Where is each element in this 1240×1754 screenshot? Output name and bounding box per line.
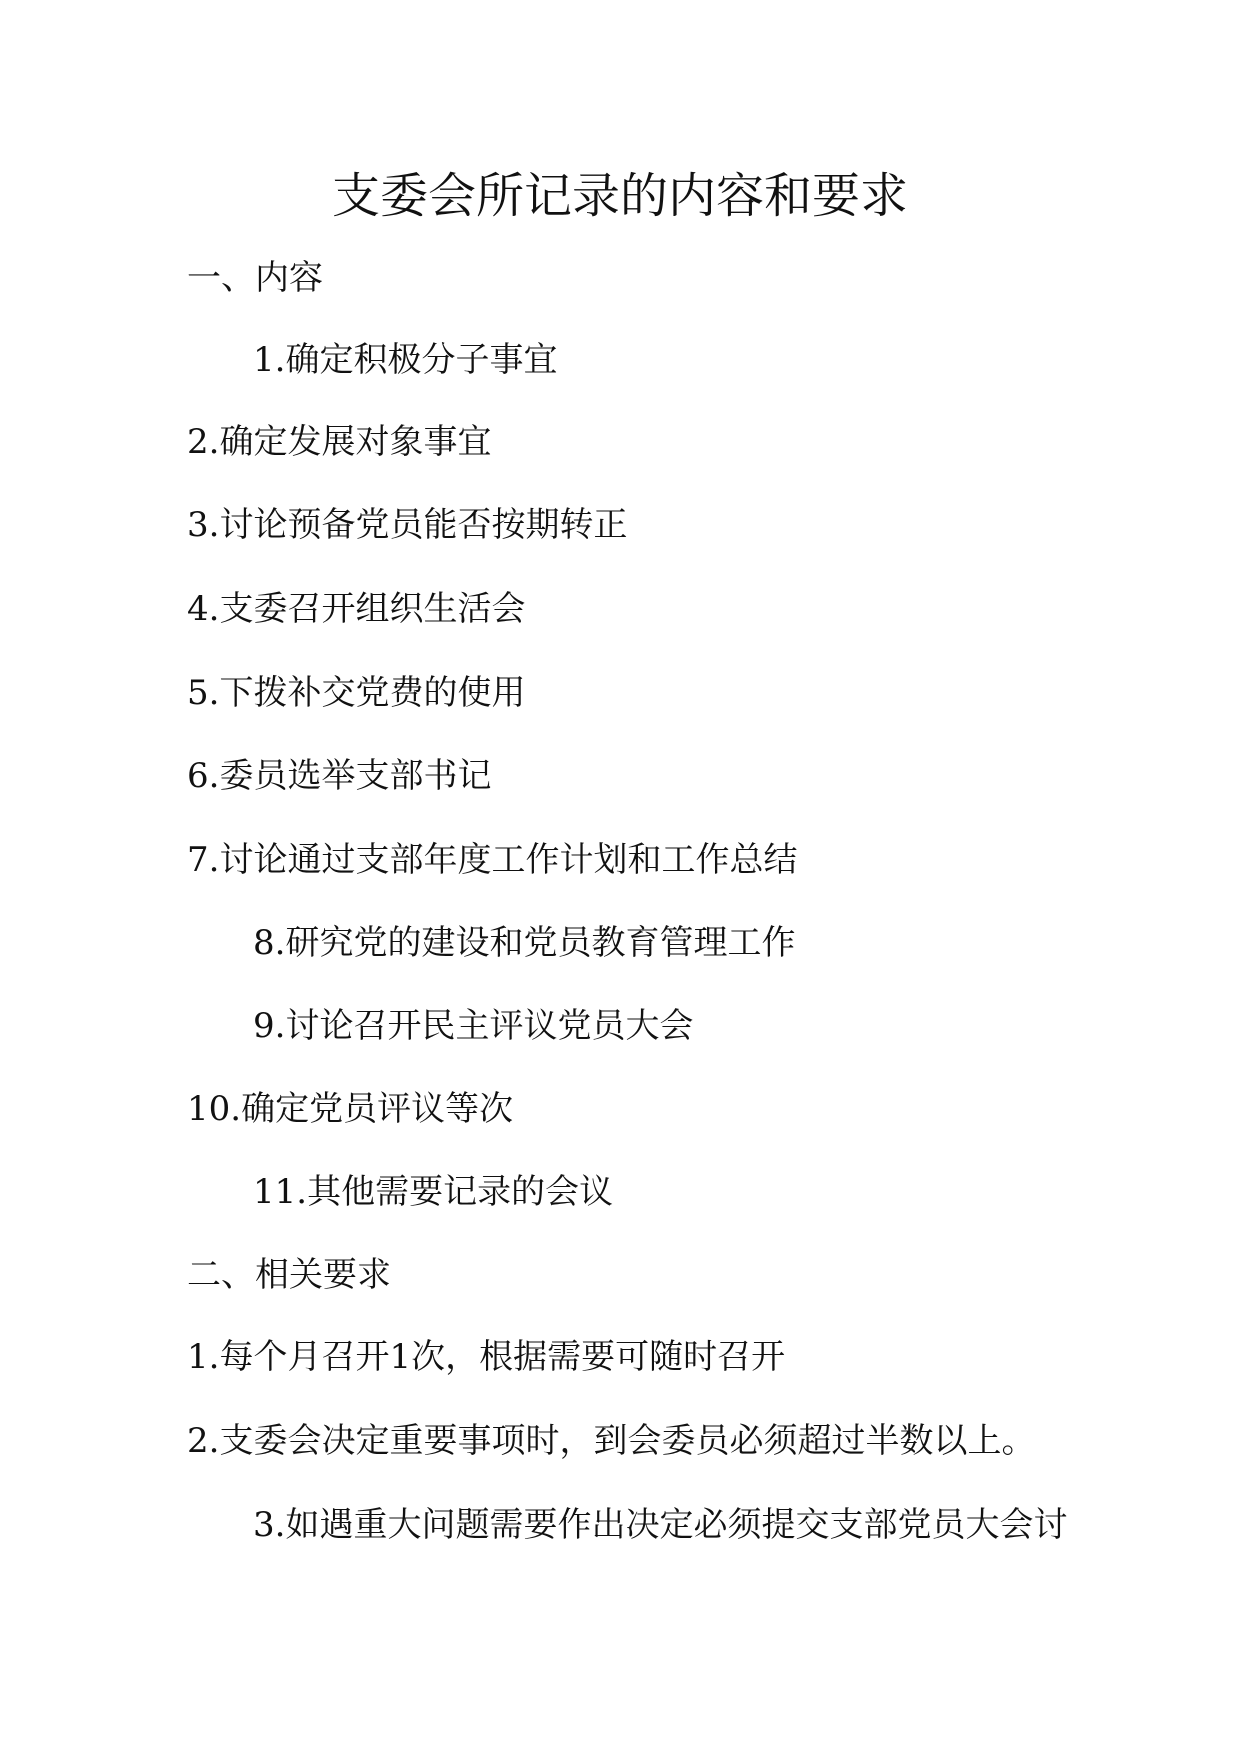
content-item-7: 7.讨论通过支部年度工作计划和工作总结: [187, 840, 798, 880]
section-heading-requirements: 二、相关要求: [187, 1255, 391, 1295]
content-item-5: 5.下拨补交党费的使用: [187, 673, 526, 713]
content-item-3: 3.讨论预备党员能否按期转正: [187, 505, 628, 545]
content-item-8: 8.研究党的建设和党员教育管理工作: [253, 923, 796, 963]
requirement-item-3: 3.如遇重大问题需要作出决定必须提交支部党员大会讨: [253, 1505, 1068, 1545]
content-item-4: 4.支委召开组织生活会: [187, 589, 526, 629]
requirement-item-1: 1.每个月召开1次，根据需要可随时召开: [187, 1337, 786, 1377]
page-title: 支委会所记录的内容和要求: [331, 168, 908, 224]
content-item-10: 10.确定党员评议等次: [187, 1089, 514, 1129]
section-heading-content: 一、内容: [187, 258, 323, 298]
content-item-2: 2.确定发展对象事宜: [187, 422, 492, 462]
content-item-1: 1.确定积极分子事宜: [253, 340, 558, 380]
content-item-6: 6.委员选举支部书记: [187, 756, 492, 796]
requirement-item-2: 2.支委会决定重要事项时，到会委员必须超过半数以上。: [187, 1421, 1036, 1461]
content-item-9: 9.讨论召开民主评议党员大会: [253, 1006, 694, 1046]
content-item-11: 11.其他需要记录的会议: [253, 1172, 614, 1212]
